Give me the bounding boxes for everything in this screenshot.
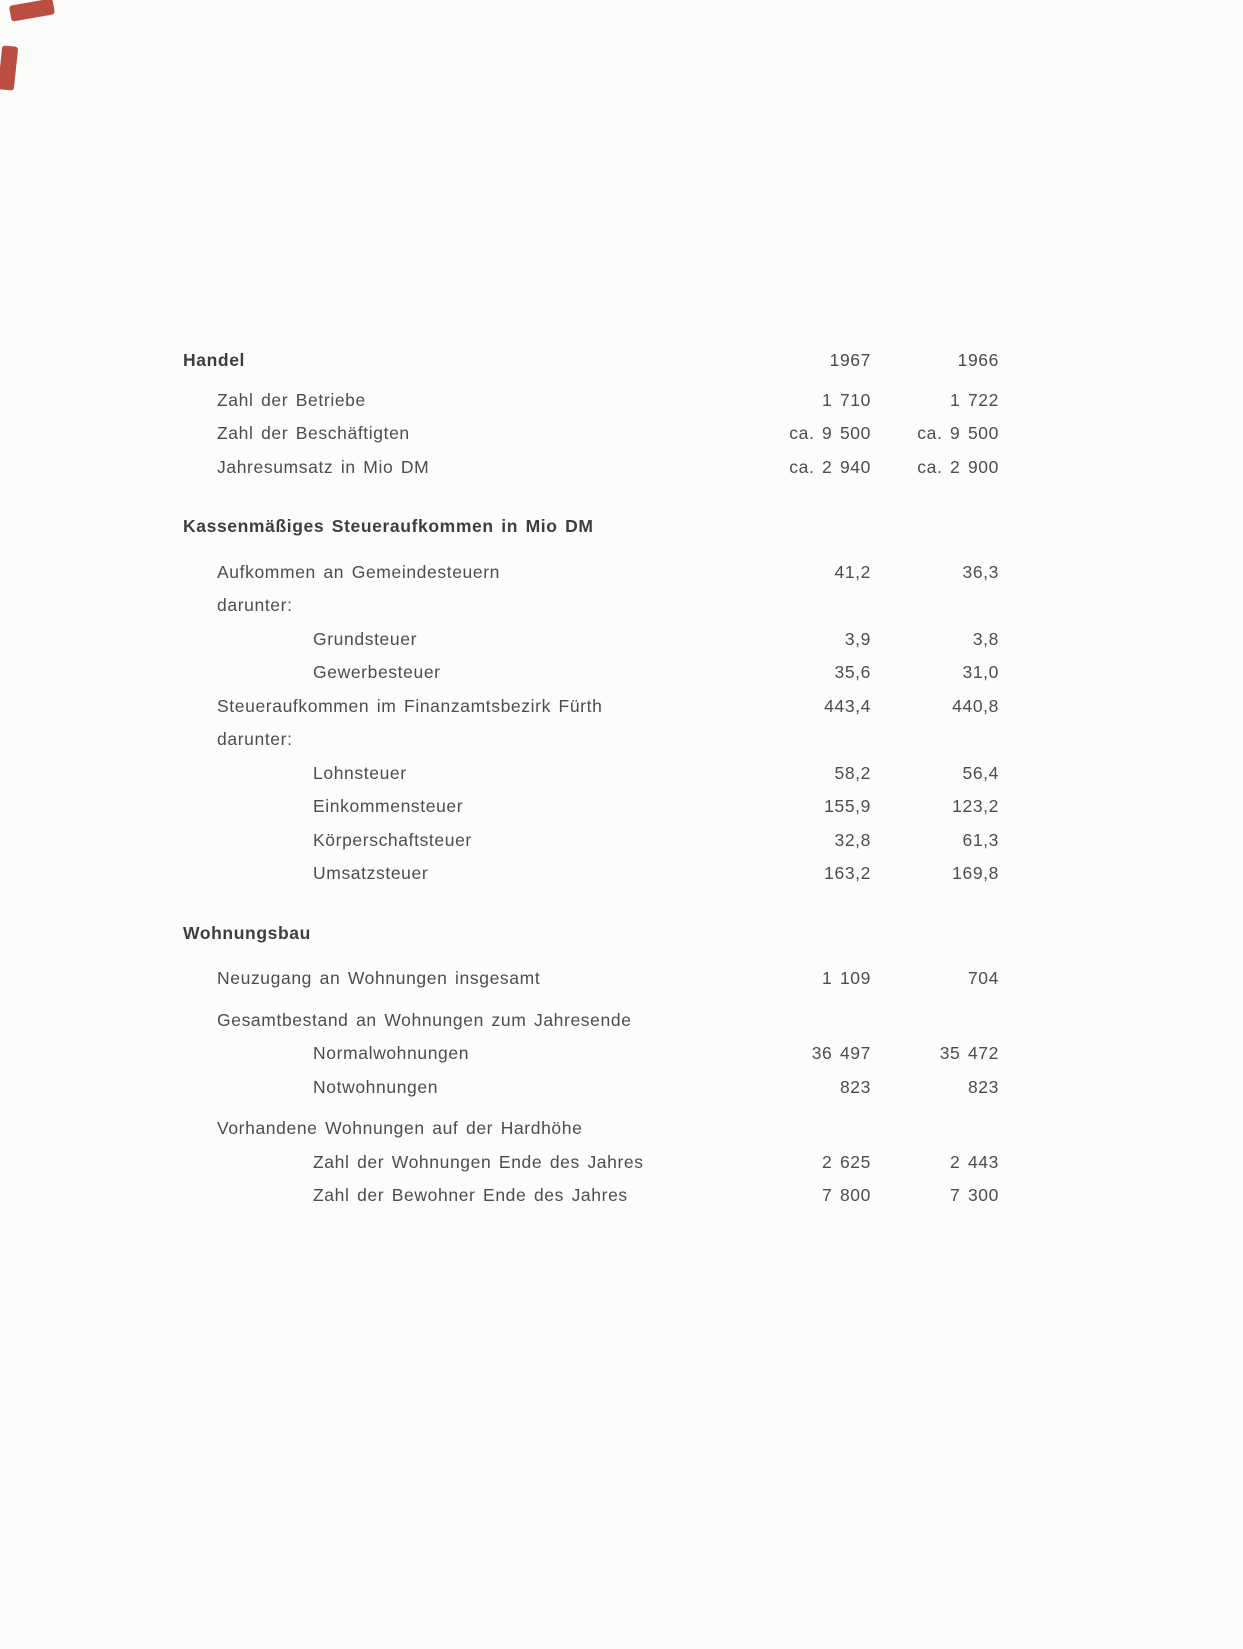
value-1966: 7 300 [950, 1185, 999, 1205]
value-1966: 1966 [957, 350, 999, 370]
value-1967: ca. 2 940 [789, 456, 871, 477]
value-1967: 155,9 [824, 796, 871, 816]
value-1966: 169,8 [952, 863, 999, 883]
value-1966: 704 [967, 968, 999, 988]
value-1967: 1967 [829, 350, 871, 370]
section-heading: Handel [183, 350, 246, 370]
red-scan-artifact [9, 0, 55, 22]
row-label: Gewerbesteuer [313, 662, 441, 682]
row-label: Grundsteuer [313, 628, 418, 649]
table-row [183, 350, 999, 384]
row-label: Zahl der Beschäftigten [217, 423, 410, 443]
table-row [183, 629, 999, 663]
row-label: Lohnsteuer [313, 762, 407, 783]
value-1966: 823 [967, 1076, 999, 1097]
stats-table [183, 350, 999, 1219]
value-1966: 123,2 [952, 796, 999, 816]
value-1966: 61,3 [962, 829, 999, 850]
value-1966: ca. 9 500 [917, 423, 999, 443]
row-label: Gesamtbestand an Wohnungen zum Jahresende [217, 1009, 632, 1030]
table-row [183, 562, 999, 596]
row-label: Zahl der Wohnungen Ende des Jahres [313, 1151, 644, 1172]
table-row [183, 1185, 999, 1219]
row-label: Steueraufkommen im Finanzamtsbezirk Fürth [217, 695, 603, 716]
value-1967: 35,6 [834, 662, 871, 682]
value-1967: ca. 9 500 [789, 423, 871, 443]
table-row [183, 796, 999, 830]
value-1967: 1 109 [822, 968, 871, 988]
value-1966: 2 443 [950, 1151, 999, 1172]
table-row [183, 1152, 999, 1186]
value-1967: 36 497 [811, 1043, 871, 1063]
table-row [183, 516, 999, 550]
row-label: Körperschaftsteuer [313, 829, 472, 850]
table-row [183, 457, 999, 491]
value-1967: 32,8 [834, 829, 871, 850]
table-row [183, 390, 999, 424]
value-1967: 163,2 [824, 863, 871, 883]
table-row [183, 595, 999, 629]
value-1967: 41,2 [834, 561, 871, 582]
table-row [183, 696, 999, 730]
table-row [183, 1118, 999, 1152]
row-label: Vorhandene Wohnungen auf der Hardhöhe [217, 1118, 583, 1138]
row-label: Einkommensteuer [313, 796, 464, 816]
table-row [183, 1010, 999, 1044]
value-1967: 823 [839, 1076, 871, 1097]
row-label: darunter: [217, 595, 293, 615]
row-label: Notwohnungen [313, 1076, 439, 1097]
value-1966: 31,0 [962, 662, 999, 682]
value-1967: 7 800 [822, 1185, 871, 1205]
red-scan-artifact [0, 45, 18, 90]
row-label: Neuzugang an Wohnungen insgesamt [217, 968, 541, 988]
value-1966: 3,8 [972, 628, 999, 649]
table-row [183, 729, 999, 763]
value-1967: 3,9 [844, 628, 871, 649]
section-heading: Wohnungsbau [183, 922, 311, 943]
value-1967: 443,4 [824, 695, 871, 716]
value-1966: 1 722 [950, 389, 999, 410]
table-row [183, 763, 999, 797]
section-heading: Kassenmäßiges Steueraufkommen in Mio DM [183, 516, 594, 536]
row-label: Umsatzsteuer [313, 863, 429, 883]
table-row [183, 662, 999, 696]
row-label: Aufkommen an Gemeindesteuern [217, 561, 501, 582]
table-row [183, 923, 999, 957]
table-row [183, 423, 999, 457]
value-1966: 440,8 [952, 695, 999, 716]
row-label: Zahl der Bewohner Ende des Jahres [313, 1185, 628, 1205]
row-label: Jahresumsatz in Mio DM [217, 456, 430, 477]
table-row [183, 830, 999, 864]
table-row [183, 1077, 999, 1111]
table-row [183, 1043, 999, 1077]
value-1967: 1 710 [822, 389, 871, 410]
value-1966: 36,3 [962, 561, 999, 582]
value-1966: 56,4 [962, 762, 999, 783]
value-1966: ca. 2 900 [917, 456, 999, 477]
row-label: Zahl der Betriebe [217, 389, 366, 410]
table-row [183, 863, 999, 897]
value-1967: 58,2 [834, 762, 871, 783]
value-1967: 2 625 [822, 1151, 871, 1172]
row-label: darunter: [217, 729, 293, 749]
row-label: Normalwohnungen [313, 1043, 470, 1063]
value-1966: 35 472 [939, 1043, 999, 1063]
table-row [183, 968, 999, 1002]
